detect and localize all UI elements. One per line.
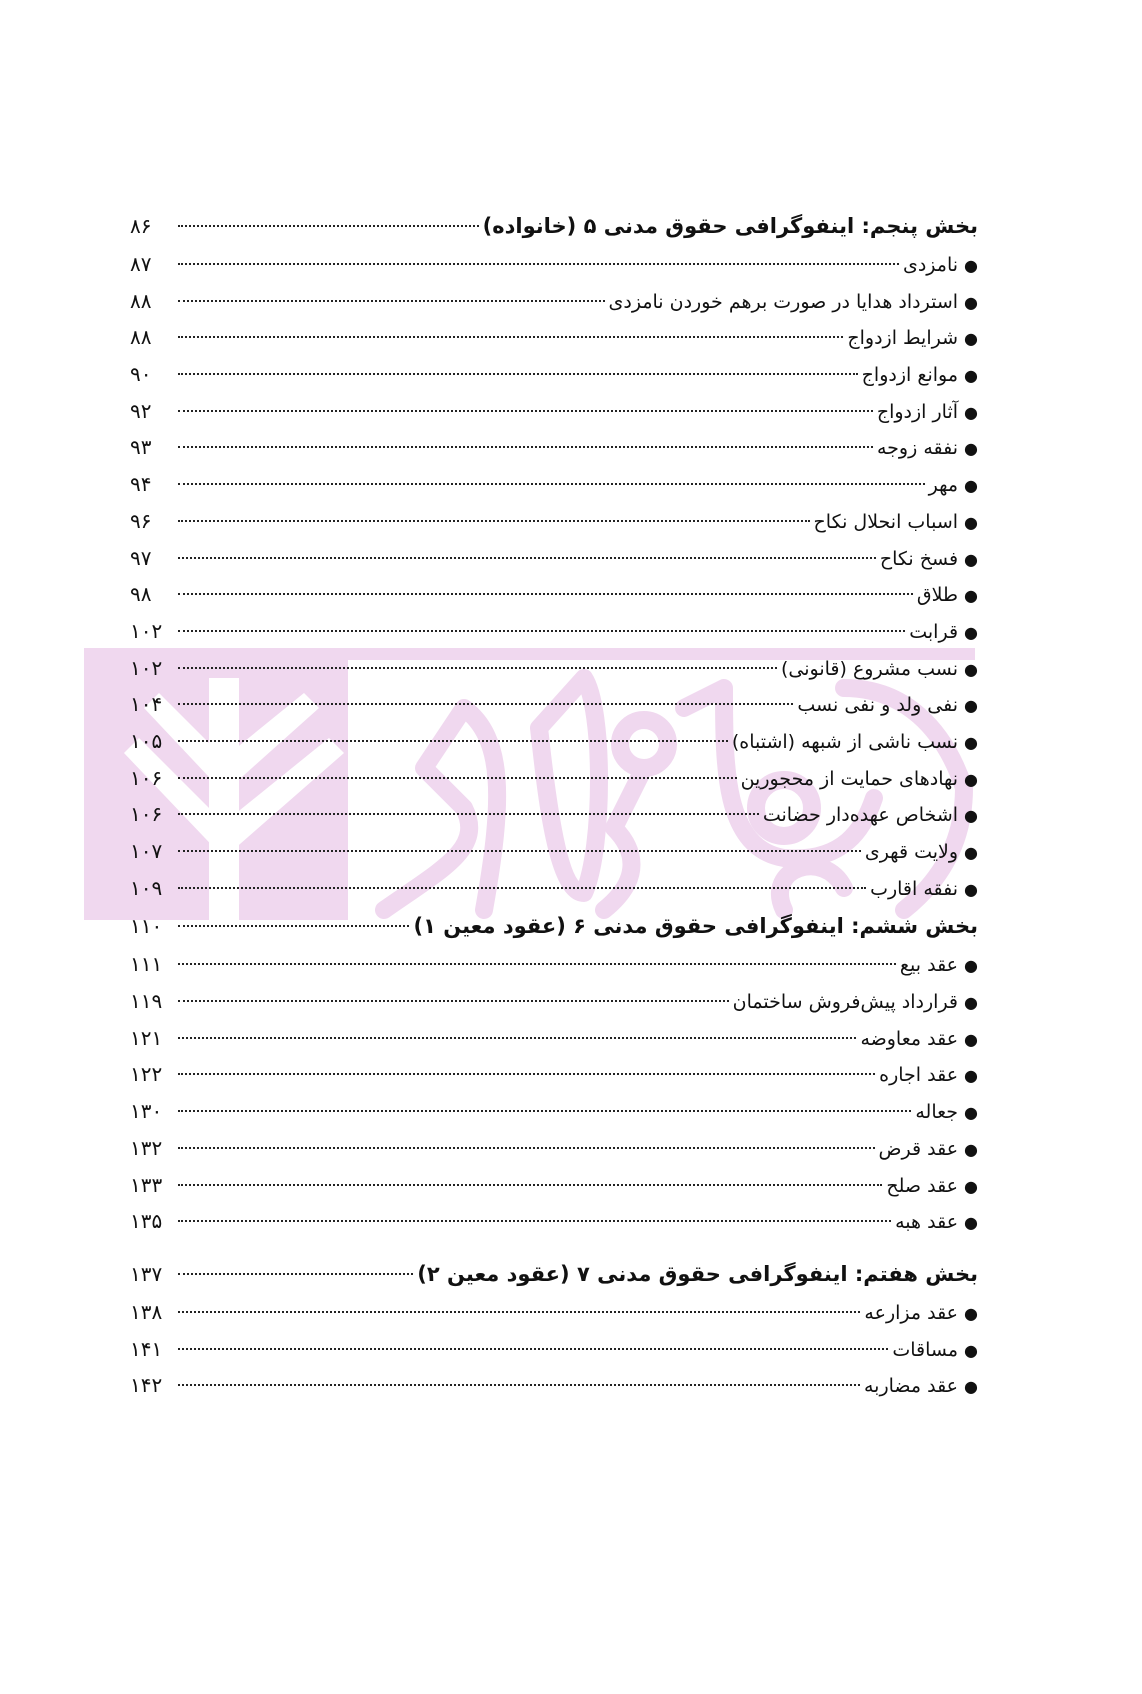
dot-leader <box>178 373 858 375</box>
dot-leader <box>178 630 905 632</box>
page-number: ۱۴۱ <box>130 1336 163 1361</box>
entry-label: استرداد هدایا در صورت برهم خوردن نامزدی <box>608 290 959 313</box>
entry-label: نفقه اقارب <box>870 877 959 900</box>
bullet-icon: ● <box>964 1066 978 1086</box>
dot-leader <box>178 887 866 889</box>
dot-leader <box>178 813 759 815</box>
entry-label: موانع ازدواج <box>861 364 959 387</box>
dot-leader <box>178 410 873 412</box>
page-number: ۹۷ <box>130 545 152 570</box>
page-number: ۸۸ <box>130 325 152 350</box>
entry-label: ولایت قهری <box>864 841 959 863</box>
dot-leader <box>178 263 899 265</box>
dot-leader <box>178 1273 413 1275</box>
section-title: بخش پنجم: اینفوگرافی حقوق مدنی ۵ (خانواده) <box>482 214 978 238</box>
page-number: ۱۰۶ <box>130 765 163 790</box>
page-number: ۱۰۲ <box>130 655 163 680</box>
page-number: ۸۷ <box>130 252 152 276</box>
dot-leader <box>178 483 925 485</box>
toc-entry[interactable] <box>130 356 978 393</box>
entry-label: عقد هبه <box>895 1211 959 1234</box>
bullet-icon: ● <box>964 696 978 716</box>
page-number: ۹۶ <box>130 508 152 533</box>
bullet-icon: ● <box>964 476 978 496</box>
toc-entry[interactable] <box>130 1130 978 1167</box>
dot-leader <box>178 1147 875 1149</box>
toc-entry[interactable] <box>130 723 978 760</box>
section-title: بخش هفتم: اینفوگرافی حقوق مدنی ۷ (عقود معین ۲) <box>417 1261 978 1286</box>
dot-leader <box>178 1384 860 1386</box>
bullet-icon: ● <box>964 549 978 569</box>
dot-leader <box>178 557 876 559</box>
section-title: بخش ششم: اینفوگرافی حقوق مدنی ۶ (عقود معین ۱) <box>413 914 978 939</box>
dot-leader <box>178 740 728 742</box>
entry-label: آثار ازدواج <box>876 400 959 423</box>
bullet-icon: ● <box>964 1139 978 1159</box>
page-number: ۹۳ <box>130 435 152 460</box>
page-number: ۱۱۹ <box>130 989 163 1014</box>
toc-entry[interactable] <box>130 319 978 356</box>
entry-label: نفقه زوجه <box>877 437 959 460</box>
dot-leader <box>178 667 777 669</box>
toc-entry[interactable] <box>130 1020 978 1057</box>
toc-entry[interactable] <box>130 796 978 833</box>
page-number: ۹۸ <box>130 582 152 607</box>
toc-entry[interactable] <box>130 686 978 723</box>
bullet-icon: ● <box>964 993 978 1013</box>
toc-entry[interactable] <box>130 1367 978 1404</box>
entry-label: قرارداد پیش‌فروش ساختمان <box>732 991 959 1014</box>
bullet-icon: ● <box>964 1377 978 1397</box>
toc-entry[interactable] <box>130 246 978 283</box>
bullet-icon: ● <box>964 659 978 679</box>
page-number: ۹۰ <box>130 362 152 387</box>
dot-leader <box>178 1110 911 1112</box>
page-number: ۱۰۲ <box>130 618 163 643</box>
entry-label: نسب ناشی از شبهه (اشتباه) <box>731 730 959 753</box>
page-number: ۸۸ <box>130 288 152 313</box>
entry-label: عقد بیع <box>899 954 959 977</box>
toc-entry[interactable] <box>130 1093 978 1130</box>
dot-leader <box>178 300 605 302</box>
toc-entry[interactable] <box>130 1203 978 1240</box>
toc-entry[interactable] <box>130 576 978 613</box>
page-number: ۱۳۲ <box>130 1135 163 1160</box>
bullet-icon: ● <box>964 366 978 386</box>
dot-leader <box>178 1037 856 1039</box>
bullet-icon: ● <box>964 769 978 789</box>
bullet-icon: ● <box>964 956 978 976</box>
bullet-icon: ● <box>964 1303 978 1323</box>
page-number: ۱۳۰ <box>130 1099 163 1124</box>
dot-leader <box>178 1220 891 1222</box>
bullet-icon: ● <box>964 879 978 899</box>
dot-leader <box>178 703 793 705</box>
bullet-icon: ● <box>964 256 978 275</box>
toc-entry[interactable] <box>130 946 978 983</box>
bullet-icon: ● <box>964 292 978 312</box>
page-number: ۱۳۳ <box>130 1172 163 1197</box>
entry-label: فسخ نکاح <box>879 547 959 570</box>
entry-label: عقد معاوضه <box>860 1027 959 1050</box>
toc-entry[interactable] <box>130 760 978 797</box>
page-number: ۱۰۷ <box>130 839 163 863</box>
toc-entry[interactable] <box>130 283 978 320</box>
bullet-icon: ● <box>964 1029 978 1049</box>
bullet-icon: ● <box>964 329 978 349</box>
dot-leader <box>178 1311 860 1313</box>
dot-leader <box>178 1184 882 1186</box>
toc-entry[interactable] <box>130 613 978 650</box>
toc-entry[interactable] <box>130 1167 978 1204</box>
dot-leader <box>178 593 913 595</box>
entry-label: عقد اجاره <box>879 1064 959 1087</box>
entry-label: قرابت <box>909 620 959 643</box>
page-number: ۹۴ <box>130 472 152 497</box>
page-number: ۱۳۵ <box>130 1209 163 1234</box>
entry-label: نسب مشروع (قانونی) <box>781 657 959 680</box>
toc-entry[interactable] <box>130 429 978 466</box>
entry-label: عقد مضاربه <box>863 1375 959 1398</box>
dot-leader <box>178 520 810 522</box>
dot-leader <box>178 1348 888 1350</box>
page-number: ۱۱۰ <box>130 914 163 939</box>
page-number: ۱۱۱ <box>130 952 163 977</box>
toc-entry[interactable] <box>130 1294 978 1331</box>
page-number: ۱۳۷ <box>130 1261 163 1286</box>
bullet-icon: ● <box>964 732 978 752</box>
page-number: ۹۲ <box>130 398 152 423</box>
page-number: ۱۰۴ <box>130 692 163 717</box>
entry-label: طلاق <box>916 584 959 607</box>
dot-leader <box>178 1073 875 1075</box>
bullet-icon: ● <box>964 1176 978 1196</box>
entry-label: اشخاص عهده‌دار حضانت <box>762 804 959 827</box>
dot-leader <box>178 850 861 852</box>
bullet-icon: ● <box>964 1213 978 1233</box>
toc-entry[interactable] <box>130 393 978 430</box>
bullet-icon: ● <box>964 843 978 862</box>
entry-label: عقد صلح <box>886 1174 959 1197</box>
bullet-icon: ● <box>964 1103 978 1123</box>
dot-leader <box>178 225 479 227</box>
toc-entry[interactable] <box>130 870 978 907</box>
page-number: ۱۲۲ <box>130 1062 163 1087</box>
page-number: ۱۰۹ <box>130 875 163 900</box>
toc-entry[interactable] <box>130 983 978 1020</box>
entry-label: نفی ولد و نفی نسب <box>797 694 959 717</box>
entry-label: نامزدی <box>902 254 959 276</box>
toc-section-heading[interactable] <box>130 1254 978 1294</box>
page-number: ۱۴۲ <box>130 1373 163 1398</box>
toc-entry[interactable] <box>130 540 978 577</box>
dot-leader <box>178 336 843 338</box>
toc-entry[interactable] <box>130 1056 978 1093</box>
toc-entry[interactable] <box>130 833 978 870</box>
page-number: ۱۳۸ <box>130 1299 163 1324</box>
bullet-icon: ● <box>964 402 978 422</box>
entry-label: عقد قرض <box>878 1137 959 1160</box>
bullet-icon: ● <box>964 1340 978 1360</box>
page-number: ۱۰۵ <box>130 728 163 753</box>
dot-leader <box>178 446 873 448</box>
toc-entry[interactable] <box>130 466 978 503</box>
bullet-icon: ● <box>964 512 978 532</box>
page-number: ۸۶ <box>130 214 152 238</box>
entry-label: مهر <box>928 474 959 497</box>
entry-label: اسباب انحلال نکاح <box>813 510 959 533</box>
table-of-contents <box>130 206 978 1404</box>
entry-label: شرایط ازدواج <box>847 327 959 350</box>
page-number: ۱۲۱ <box>130 1025 163 1050</box>
toc-entry[interactable] <box>130 503 978 540</box>
dot-leader <box>178 777 737 779</box>
entry-label: نهادهای حمایت از محجورین <box>740 767 959 790</box>
entry-label: مساقات <box>892 1338 959 1361</box>
dot-leader <box>178 1000 729 1002</box>
bullet-icon: ● <box>964 622 978 642</box>
bullet-icon: ● <box>964 806 978 826</box>
dot-leader <box>178 925 409 927</box>
toc-entry[interactable] <box>130 650 978 687</box>
entry-label: عقد مزارعه <box>864 1301 959 1324</box>
dot-leader <box>178 963 896 965</box>
toc-section-heading[interactable] <box>130 206 978 246</box>
bullet-icon: ● <box>964 586 978 606</box>
toc-entry[interactable] <box>130 1331 978 1368</box>
bullet-icon: ● <box>964 439 978 459</box>
page-number: ۱۰۶ <box>130 802 163 827</box>
section-spacer <box>130 1240 978 1254</box>
toc-section-heading[interactable] <box>130 906 978 946</box>
entry-label: جعاله <box>915 1101 959 1124</box>
